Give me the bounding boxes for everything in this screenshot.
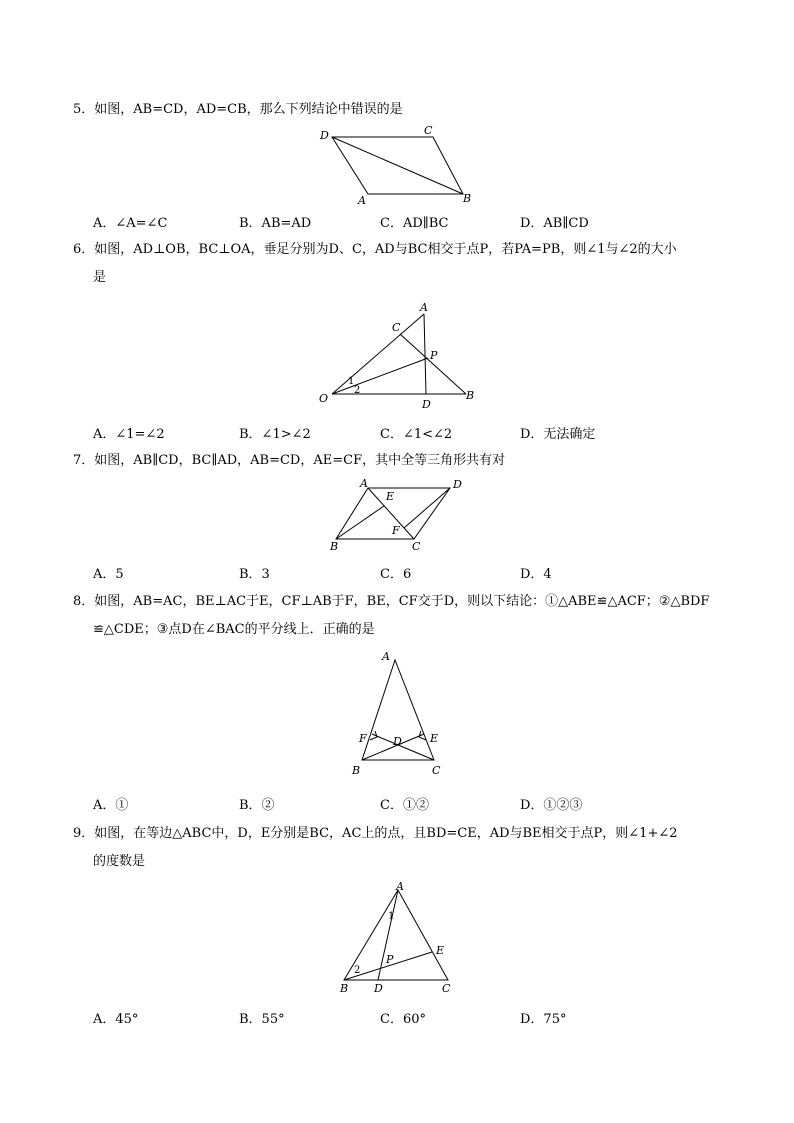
q5-label-d: D — [320, 129, 329, 142]
q7-option-b[interactable]: B．3 — [239, 567, 270, 582]
q6-line-oa — [332, 314, 424, 394]
q6-label-angle-1: 1 — [348, 376, 355, 387]
question-6-options — [93, 423, 733, 445]
q5-label-a: A — [358, 194, 366, 207]
q7-line-fd — [404, 488, 450, 528]
q6-label-d: D — [422, 398, 431, 411]
q7-option-d[interactable]: D．4 — [520, 567, 552, 582]
q5-label-b: B — [463, 192, 472, 205]
question-7 — [73, 447, 733, 475]
q7-label-b: B — [330, 540, 339, 553]
question-7-stem: 7．如图，AB∥CD，BC∥AD，AB=CD，AE=CF，其中全等三角形共有对 — [73, 453, 506, 468]
q7-label-d: D — [453, 478, 462, 491]
q6-option-a[interactable]: A．∠1=∠2 — [93, 427, 165, 442]
q6-label-o: O — [319, 392, 329, 405]
question-5-figure — [318, 122, 478, 208]
q5-diagonal-db — [332, 137, 463, 194]
q9-label-angle-2: 2 — [354, 965, 361, 976]
question-8-stem: 8．如图，AB=AC，BE⊥AC于E，CF⊥AB于F，BE，CF交于D，则以下结论：①△ABE≌△ACF；②△BDF — [73, 594, 710, 609]
q5-option-a[interactable]: A．∠A=∠C — [93, 216, 168, 231]
q6-line-op — [332, 358, 428, 394]
question-5-options — [93, 212, 733, 234]
q9-label-p: P — [386, 953, 394, 966]
q7-option-a[interactable]: A．5 — [93, 567, 124, 582]
q9-option-b[interactable]: B．55° — [239, 1012, 285, 1027]
question-9-figure — [336, 876, 460, 998]
q9-label-b: B — [340, 982, 349, 995]
q6-option-c[interactable]: C．∠1<∠2 — [380, 427, 453, 442]
q9-option-a[interactable]: A．45° — [93, 1012, 139, 1027]
question-7-options — [93, 563, 733, 585]
q9-label-d: D — [374, 982, 383, 995]
q7-label-a: A — [360, 477, 368, 490]
q9-label-c: C — [442, 982, 451, 995]
q8-label-d: D — [393, 735, 402, 748]
q8-option-b[interactable]: B．② — [239, 798, 275, 813]
q6-label-angle-2: 2 — [354, 385, 361, 396]
q7-label-e: E — [386, 490, 395, 503]
question-6 — [73, 236, 733, 292]
q5-option-d[interactable]: D．AB∥CD — [520, 216, 589, 231]
q6-option-d[interactable]: D．无法确定 — [520, 427, 596, 442]
q5-option-b[interactable]: B．AB=AD — [239, 216, 312, 231]
question-6-stem: 6．如图，AD⊥OB，BC⊥OA，垂足分别为D、C，AD与BC相交于点P，若PA=PB，则∠1与∠2的大小 — [73, 242, 677, 257]
question-9-stem: 9．如图，在等边△ABC中，D，E分别是BC，AC上的点，且BD=CE，AD与BE相交于点P，则∠1+∠2 — [73, 826, 678, 841]
q6-line-cb — [400, 334, 466, 394]
question-6-figure — [316, 300, 478, 412]
question-9 — [73, 820, 733, 876]
q8-option-a[interactable]: A．① — [93, 798, 129, 813]
q6-line-ad — [424, 314, 426, 394]
q6-option-b[interactable]: B．∠1>∠2 — [239, 427, 311, 442]
q9-label-angle-1: 1 — [388, 911, 395, 922]
q9-option-c[interactable]: C．60° — [380, 1012, 426, 1027]
q7-label-c: C — [412, 540, 421, 553]
q5-label-c: C — [424, 124, 433, 137]
q8-option-d[interactable]: D．①②③ — [520, 798, 583, 813]
question-8-stem-cont: ≌△CDE；③点D在∠BAC的平分线上．正确的是 — [93, 622, 375, 637]
q6-label-p: P — [430, 349, 438, 362]
question-9-stem-cont: 的度数是 — [93, 854, 146, 869]
q6-label-a: A — [420, 301, 428, 314]
q7-line-be — [336, 506, 384, 539]
q6-label-b: B — [466, 389, 475, 402]
q8-label-a: A — [382, 650, 390, 663]
q8-label-e: E — [430, 732, 439, 745]
q8-option-c[interactable]: C．①② — [380, 798, 429, 813]
q8-label-f: F — [359, 732, 367, 745]
question-6-stem-cont: 是 — [93, 270, 107, 285]
q8-label-c: C — [432, 764, 441, 777]
q7-label-f: F — [392, 524, 400, 537]
question-7-figure — [328, 476, 468, 554]
q6-label-c: C — [392, 321, 401, 334]
q5-option-c[interactable]: C．AD∥BC — [380, 216, 449, 231]
question-5-stem: 5．如图，AB=CD，AD=CB，那么下列结论中错误的是 — [73, 102, 403, 117]
question-5 — [73, 96, 733, 124]
question-8-options — [93, 794, 733, 816]
q9-option-d[interactable]: D．75° — [520, 1012, 567, 1027]
q8-label-b: B — [352, 764, 361, 777]
q9-label-a: A — [396, 880, 404, 893]
q9-label-e: E — [436, 944, 445, 957]
question-9-options — [93, 1008, 733, 1030]
question-8-figure — [346, 648, 450, 780]
q7-option-c[interactable]: C．6 — [380, 567, 412, 582]
question-8 — [73, 588, 733, 644]
q8-line-cf — [372, 734, 434, 760]
